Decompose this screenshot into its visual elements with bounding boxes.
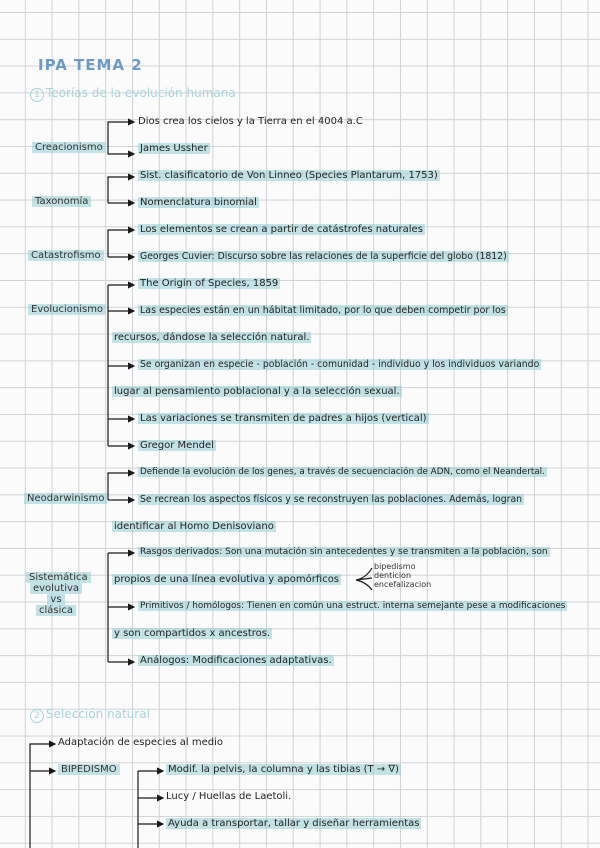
sistematica-item-2b: y son compartidos x ancestros. — [114, 628, 271, 639]
sistematica-item-1b: propios de una línea evolutiva y apomórficos — [114, 574, 340, 585]
branch-seleccion-natural — [30, 744, 55, 848]
category-taxonomia: Taxonomía — [32, 196, 91, 207]
section-heading-1 — [30, 86, 236, 102]
evolucionismo-item-2a: Las especies están en un hábitat limitado, por lo que deben competir por los — [140, 305, 506, 316]
bipedismo-item-3: Ayuda a transportar, tallar y diseñar herramientas — [168, 818, 420, 829]
category-neodarwinismo: Neodarwinismo — [24, 493, 107, 504]
category-creacionismo: Creacionismo — [32, 142, 106, 153]
category-bipedismo: BIPEDISMO — [58, 764, 120, 775]
rasgos-list-item: bipedismo — [374, 562, 416, 571]
category-evolucionismo: Evolucionismo — [28, 304, 106, 315]
taxonomia-item-1: Sist. clasificatorio de Von Linneo (Species Plantarum, 1753) — [140, 170, 438, 181]
taxonomia-item-2: Nomenclatura binomial — [140, 197, 257, 208]
branch-taxonomia — [108, 177, 134, 203]
branch-neodarwinismo — [108, 473, 134, 500]
sistematica-item-3: Análogos: Modificaciones adaptativas. — [140, 655, 332, 666]
rasgos-list-item: denticion — [374, 571, 412, 580]
neodarwinismo-item-2a: Se recrean los aspectos físicos y se reconstruyen las poblaciones. Además, logran — [140, 494, 523, 505]
rasgos-derivados-list — [374, 562, 431, 589]
creacionismo-item-1: Dios crea los cielos y la Tierra en el 4004 a.C — [138, 116, 363, 127]
category-sistematica: Sistemática evolutiva vs clásica — [26, 572, 86, 616]
neodarwinismo-item-1: Defiende la evolución de los genes, a través de secuenciación de ADN, como el Neandertal. — [140, 467, 545, 477]
evolucionismo-item-2b: recursos, dándose la selección natural. — [114, 332, 310, 343]
bipedismo-item-2: Lucy / Huellas de Laetoli. — [166, 791, 292, 802]
branch-catastrofismo — [108, 230, 134, 257]
page-title: IPA TEMA 2 — [38, 56, 143, 74]
rasgos-list-item: encefalizacion — [374, 580, 432, 589]
branch-creacionismo — [108, 122, 134, 148]
section-label-2: Selección natural — [46, 707, 150, 721]
neodarwinismo-item-2b: identificar al Homo Denisoviano — [114, 521, 274, 532]
catastrofismo-item-1: Los elementos se crean a partir de catástrofes naturales — [140, 224, 423, 235]
catastrofismo-item-2: Georges Cuvier: Discurso sobre las relaciones de la superficie del globo (1812) — [140, 251, 507, 262]
creacionismo-item-2: James Ussher — [140, 143, 208, 154]
evolucionismo-item-1: The Origin of Species, 1859 — [140, 278, 279, 289]
evolucionismo-item-3a: Se organizan en especie - población - comunidad - individuo y los individuos variando — [140, 359, 540, 370]
evolucionismo-item-5: Gregor Mendel — [140, 440, 214, 451]
category-catastrofismo: Catastrofismo — [28, 250, 104, 261]
evolucionismo-item-3b: lugar al pensamiento poblacional y a la selección sexual. — [114, 386, 400, 397]
evolucionismo-item-4: Las variaciones se transmiten de padres a hijos (vertical) — [140, 413, 427, 424]
sistematica-item-2a: Primitivos / homólogos: Tienen en común una estruct. interna semejante pese a modificaciones — [140, 601, 566, 611]
bipedismo-item-1: Modif. la pelvis, la columna y las tibias (T → ∇) — [168, 764, 399, 775]
section-number-2: 2 — [30, 709, 44, 723]
section-label-1: Teorías de la evolución humana — [46, 86, 236, 100]
section-heading-2 — [30, 707, 150, 723]
section-number-1: 1 — [30, 88, 44, 102]
seleccion-item-1: Adaptación de especies al medio — [58, 737, 224, 748]
brace-rasgos — [356, 568, 372, 590]
sistematica-item-1a: Rasgos derivados: Son una mutación sin antecedentes y se transmiten a la población, son — [140, 547, 548, 557]
